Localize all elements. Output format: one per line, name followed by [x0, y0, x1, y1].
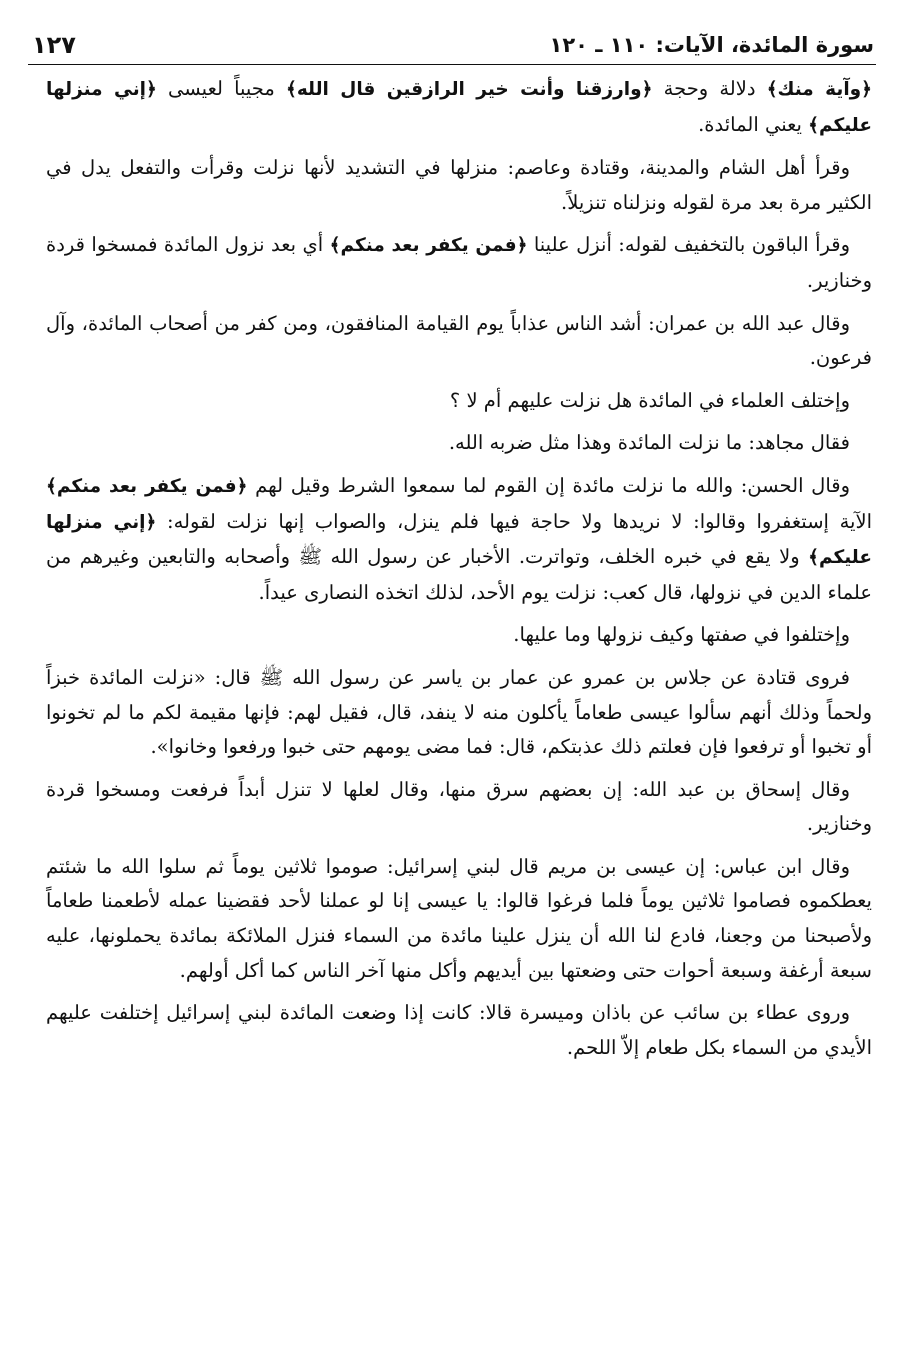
text-run: أي بعد نزول المائدة فمسخوا قردة وخنازير. — [46, 233, 872, 292]
text-run: الآية إستغفروا وقالوا: لا نريدها ولا حاجة فيها فلم ينزل، والصواب إنها نزلت لقوله: — [156, 509, 873, 533]
header-rule — [28, 64, 876, 65]
text-run: فروى قتادة عن جلاس بن عمرو عن عمار بن ياسر عن رسول الله ﷺ قال: «نزلت المائدة خبزاً ولحماً وذلك أنهم سألوا عيسى طعاماً يأكلون منه لا ينفد، قال، فقيل لهم: فإنها مقيمة لكم ما لم تخونوا أو تخبوا أو ترفعوا فإن فعلتم ذلك عذبتكم، قال: فما مضى يومهم حتى خبوا ورفعوا وخانوا». — [46, 665, 872, 759]
paragraph — [46, 151, 872, 220]
paragraph — [46, 850, 872, 988]
text-run: فقال مجاهد: ما نزلت المائدة وهذا مثل ضربه الله. — [448, 431, 850, 455]
text-run: وروى عطاء بن سائب عن باذان وميسرة قالا: كانت إذا وضعت المائدة لبني إسرائيل إختلفت عليهم الأيدي من السماء بكل طعام إلاّ اللحم. — [46, 1001, 872, 1059]
text-run: وقرأ أهل الشام والمدينة، وقتادة وعاصم: منزلها في التشديد لأنها نزلت وقرأت والتفعل يدل في الكثير مرة بعد مرة لقوله ونزلناه تنزيلاً. — [46, 156, 872, 214]
text-run: وقال الحسن: والله ما نزلت مائدة إن القوم لما سمعوا الشرط وقيل لهم — [247, 473, 851, 497]
paragraph — [46, 618, 872, 653]
running-title: سورة المائدة، الآيات: ١١٠ ـ ١٢٠ — [549, 33, 874, 57]
text-run: وإختلفوا في صفتها وكيف نزولها وما عليها. — [513, 623, 850, 647]
paragraph — [46, 426, 872, 461]
text-run: وقال عبد الله بن عمران: أشد الناس عذاباً يوم القيامة المنافقون، ومن كفر من أصحاب المائدة، وآل فرعون. — [46, 311, 872, 370]
quran-quote: ﴿فمن يكفر بعد منكم﴾ — [46, 475, 248, 497]
paragraph — [46, 469, 872, 610]
paragraph — [46, 773, 872, 842]
paragraph — [46, 661, 872, 765]
paragraph — [46, 307, 872, 376]
text-run: مجيباً لعيسى — [156, 77, 286, 100]
quran-quote: ﴿وآية منك﴾ — [766, 79, 873, 100]
text-run: دلالة وحجة — [652, 77, 767, 100]
text-run: ولا يقع في خبره الخلف، وتواترت. الأخبار عن رسول الله ﷺ وأصحابه والتابعين وغيرهم من علماء الدين في نزولها، قال كعب: نزلت يوم الأحد، لذلك اتخذه النصارى عيداً. — [46, 545, 872, 604]
page-header — [28, 20, 876, 60]
paragraph — [46, 228, 872, 298]
quran-quote: ﴿إني منزلها عليكم﴾ — [46, 79, 872, 136]
text-run: يعني المائدة. — [698, 112, 809, 136]
body-text — [46, 72, 872, 1073]
text-run: وقال إسحاق بن عبد الله: إن بعضهم سرق منها، وقال لعلها لا تنزل أبداً فرفعت ومسخوا قردة وخنازير. — [46, 777, 872, 836]
text-run: وإختلف العلماء في المائدة هل نزلت عليهم أم لا ؟ — [449, 388, 850, 412]
quran-quote: ﴿فمن يكفر بعد منكم﴾ — [329, 235, 528, 257]
page-number: ١٢٧ — [32, 31, 76, 59]
quran-quote: ﴿إني منزلها عليكم﴾ — [46, 511, 872, 569]
paragraph — [46, 996, 872, 1065]
quran-quote: ﴿وارزقنا وأنت خير الرازقين قال الله﴾ — [285, 79, 653, 100]
text-run: وقال ابن عباس: إن عيسى بن مريم قال لبني إسرائيل: صوموا ثلاثين يوماً ثم سلوا الله ما شئتم يعطكموه فصاموا ثلاثين يوماً فلما فرغوا قالوا: يا عيسى إنا لو عملنا لأحد فقضينا عمله لأطعمنا طعاماً ولأصبحنا من وجعنا، فادع لنا الله أن ينزل علينا مائدة من السماء فنزل الملائكة بمائدة يحملونها، عليه سبعة أرغفة وسبعة أحوات حتى وضعتها بين أيديهم وأكل منها آخر الناس كما أكل أولهم. — [46, 854, 872, 982]
paragraph — [46, 72, 872, 143]
text-run: وقرأ الباقون بالتخفيف لقوله: أنزل علينا — [527, 233, 850, 257]
paragraph — [46, 384, 872, 419]
